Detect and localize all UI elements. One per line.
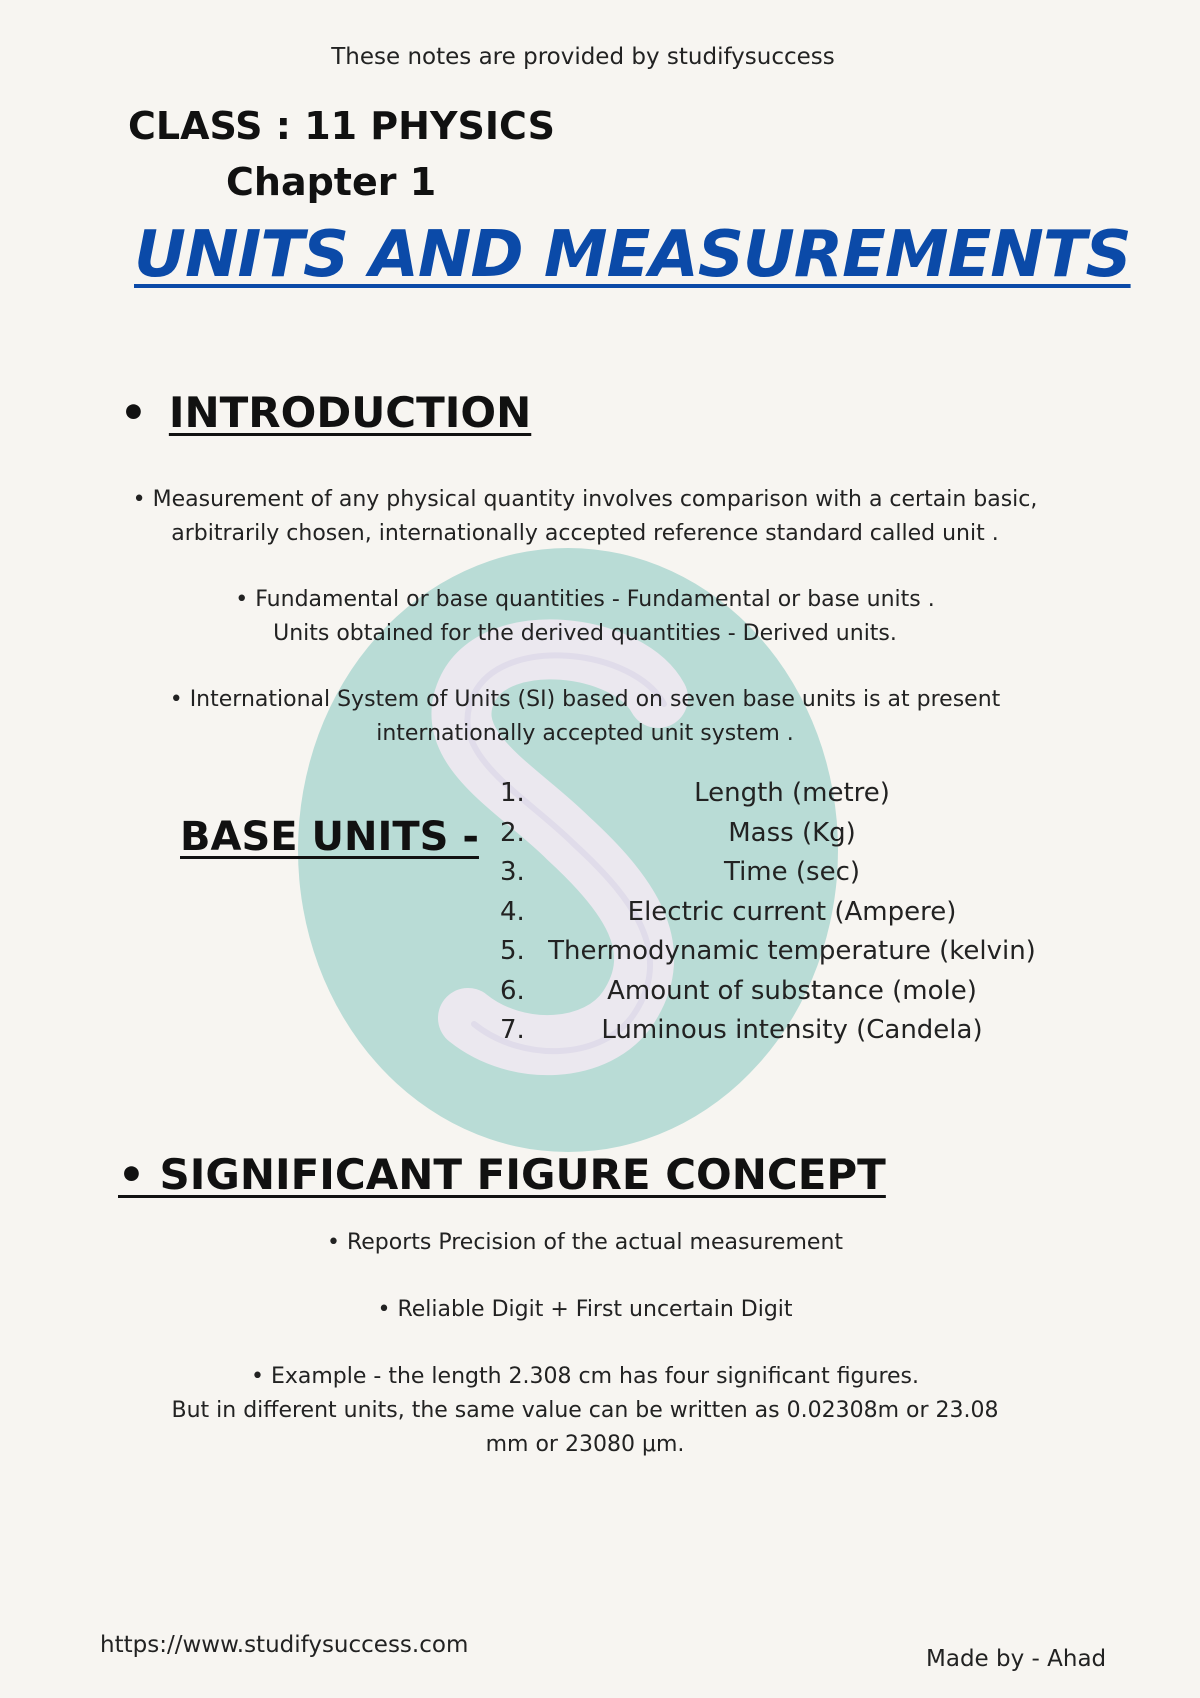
intro-point-2-line-1: • Fundamental or base quantities - Fundamental or base units . [235,587,935,612]
introduction-heading [120,388,531,437]
sig-point-3-line-3: mm or 23080 μm. [485,1432,685,1457]
list-item-number: 2. [500,817,525,848]
list-item [500,818,1060,858]
intro-point-3 [0,683,1170,751]
sig-point-2: • Reliable Digit + First uncertain Digit [377,1297,793,1322]
page-title: UNITS AND MEASUREMENTS [134,218,1131,292]
significant-figure-heading: • SIGNIFICANT FIGURE CONCEPT [118,1150,886,1199]
list-item-number: 5. [500,936,525,966]
bullet-icon: • [120,388,147,437]
list-item-number: 4. [500,896,525,927]
list-item-number: 1. [500,778,525,808]
intro-point-1 [0,483,1170,551]
intro-point-1-line-2: arbitrarily chosen, internationally accepted reference standard called unit . [171,521,999,546]
intro-point-2-line-2: Units obtained for the derived quantities - Derived units. [273,621,897,646]
sig-point-3-line-1: • Example - the length 2.308 cm has four significant figures. [250,1364,920,1389]
list-item-text: Thermodynamic temperature (kelvin) [548,936,1036,966]
list-item [500,778,1060,818]
list-item-text: Electric current (Ampere) [627,896,957,927]
footer-website-link[interactable]: https://www.studifysuccess.com [100,1632,469,1658]
intro-point-3-line-2: internationally accepted unit system . [376,721,794,746]
base-units-list [500,778,1060,1055]
list-item-text: Amount of substance (mole) [607,975,977,1006]
list-item [500,976,1060,1016]
list-item-text: Length (metre) [694,778,890,808]
list-item [500,857,1060,897]
list-item [500,936,1060,976]
provider-note: These notes are provided by studifysuccess [331,44,835,70]
sig-point-1: • Reports Precision of the actual measurement [326,1230,844,1255]
introduction-heading-label: INTRODUCTION [168,388,532,437]
list-item-text: Mass (Kg) [728,817,856,848]
list-item-text: Luminous intensity (Candela) [601,1015,983,1045]
base-units-heading: BASE UNITS - [180,814,479,860]
footer-author: Made by - Ahad [926,1646,1107,1672]
sig-point-3-line-2: But in different units, the same value can be written as 0.02308m or 23.08 [171,1398,999,1423]
list-item [500,897,1060,937]
list-item-number: 3. [500,857,525,887]
list-item [500,1015,1060,1055]
intro-point-2 [0,583,1170,651]
list-item-number: 6. [500,975,525,1006]
class-label: CLASS : 11 PHYSICS [128,104,555,148]
list-item-text: Time (sec) [723,857,861,887]
list-item-number: 7. [500,1015,525,1045]
sig-point-3 [0,1360,1170,1462]
chapter-label: Chapter 1 [226,160,437,204]
intro-point-3-line-1: • International System of Units (SI) based on seven base units is at present [169,687,1001,712]
intro-point-1-line-1: • Measurement of any physical quantity involves comparison with a certain basic, [132,487,1038,512]
